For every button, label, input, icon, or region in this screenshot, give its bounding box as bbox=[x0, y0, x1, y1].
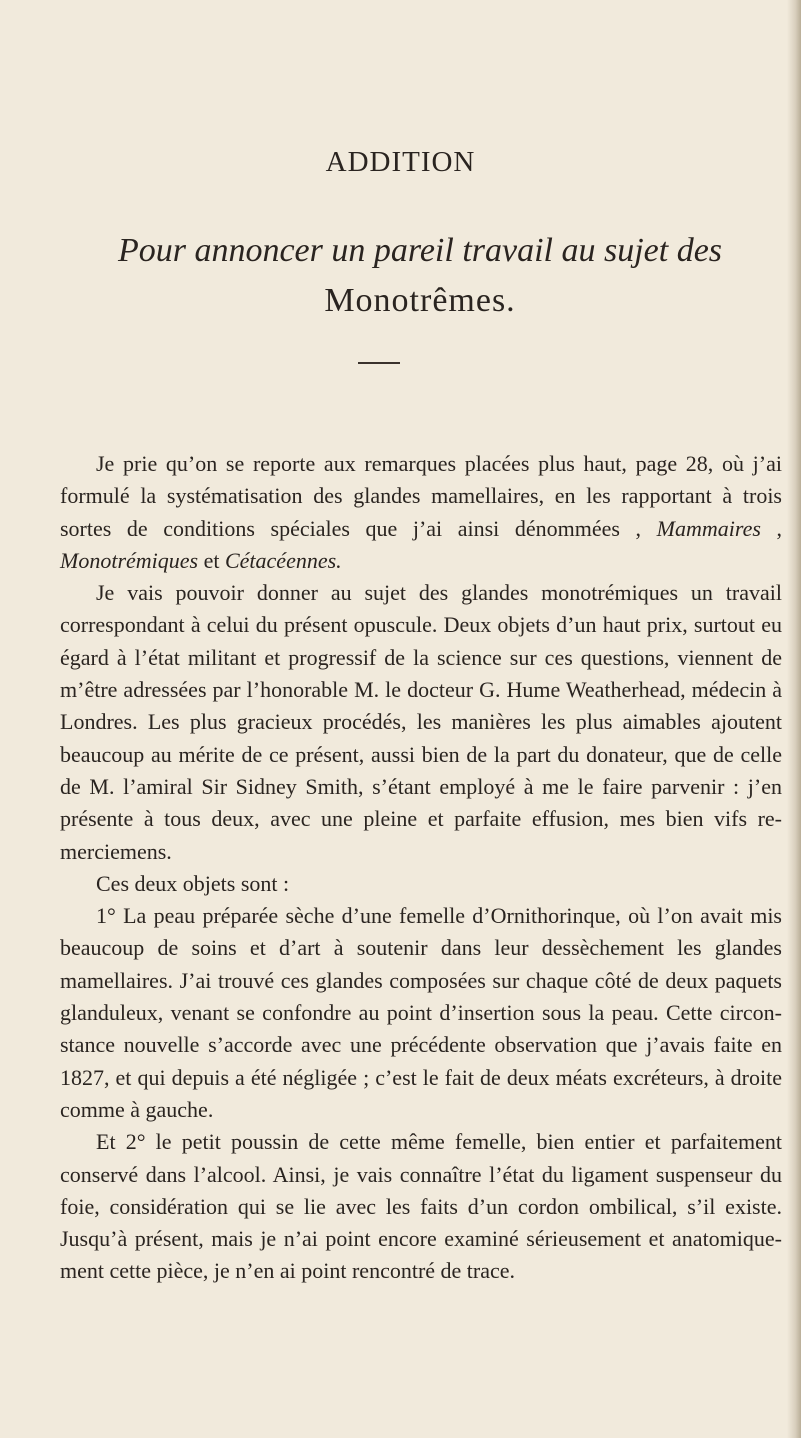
paragraph-1-text: Je prie qu’on se reporte aux remarques placées plus haut, page 28, où j’ai formulé la systématisation des glandes mamellaires, en les rapportant à trois sortes de conditions spéciales que j’ai ainsi dénommées , bbox=[60, 451, 782, 541]
subtitle-line-1: Pour annoncer un pareil travail au sujet des bbox=[117, 232, 723, 269]
subtitle-line-2: Monotrêmes. bbox=[324, 282, 516, 319]
term-mammaires: Mammaires bbox=[656, 515, 761, 541]
term-cetaceennes: Cétacéennes. bbox=[224, 547, 342, 573]
paragraph-4: 1° La peau préparée sèche d’une femelle d’Ornithorinque, où l’on avait mis beaucoup de soins et d’art à soutenir dans leur dessèchement les glandes mamellaires. J’ai trouvé ces glandes composées sur chaque côté de deux paquets glanduleux, venant se confondre au point d’insertion sous la peau. Cette circonstance nouvelle s’accorde avec une précédente observation que j’avais faite en 1827, et qui depuis a été négligée ; c’est le fait de deux méats excréteurs, à droite comme à gauche. bbox=[60, 903, 782, 1122]
section-heading: ADDITION bbox=[325, 146, 476, 178]
term-monotremiques: Monotrémiques bbox=[60, 547, 199, 573]
paragraph-3: Ces deux objets sont : bbox=[96, 870, 290, 896]
paragraph-2: Je vais pouvoir donner au sujet des glandes monotrémiques un travail correspondant à celui du présent opuscule. Deux objets d’un haut prix, surtout eu égard à l’état militant et progressif de la science sur ces questions, viennent de m’être adressées par l’honorable M. le docteur G. Hume Weatherhead, médecin à Londres. Les plus gracieux procédés, les manières les plus aimables ajoutent beaucoup au mérite de ce présent, aussi bien de la part du donateur, que de celle de M. l’amiral Sir Sidney Smith, s’étant employé à me le faire parvenir : j’en présente à tous deux, avec une pleine et parfaite effusion, mes bien vifs remerciemens. bbox=[60, 580, 782, 864]
separator-2: et bbox=[198, 547, 225, 573]
page-edge bbox=[787, 0, 801, 1438]
section-subtitle bbox=[60, 226, 780, 326]
separator-1: , bbox=[760, 515, 783, 541]
horizontal-rule bbox=[358, 362, 400, 364]
paragraph-5: Et 2° le petit poussin de cette même femelle, bien entier et parfaitement conservé dans l’alcool. Ainsi, je vais connaître l’état du ligament suspenseur du foie, considération qui se lie avec les faits d’un cordon ombilical, s’il existe. Jusqu’à présent, mais je n’ai point encore examiné sérieusement et anatomiquement cette pièce, je n’en ai point rencontré de trace. bbox=[60, 1129, 782, 1284]
paragraph-1 bbox=[60, 448, 782, 577]
body-text bbox=[60, 448, 782, 1288]
